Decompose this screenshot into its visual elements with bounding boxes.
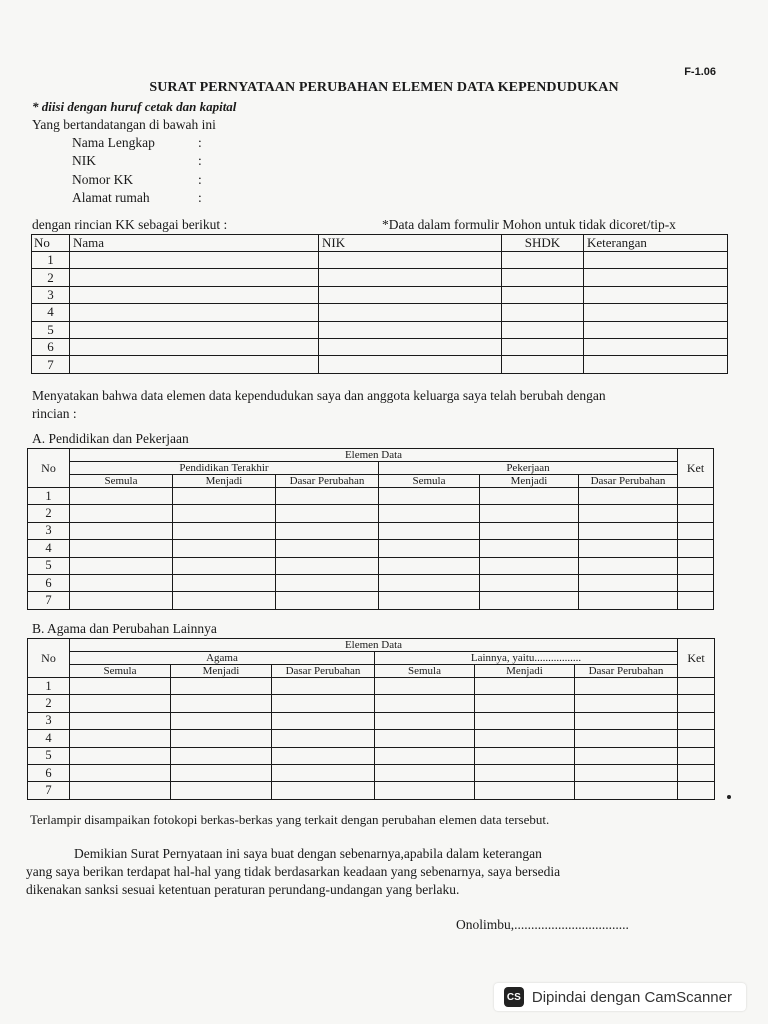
cell[interactable] <box>276 540 379 557</box>
cell-keterangan[interactable] <box>584 356 728 373</box>
cell[interactable] <box>272 747 375 764</box>
cell[interactable] <box>678 747 715 764</box>
cell-keterangan[interactable] <box>584 304 728 321</box>
cell[interactable] <box>475 782 575 799</box>
subheader-semula: Semula <box>70 475 173 488</box>
subheader-dasar-perubahan: Dasar Perubahan <box>272 665 375 678</box>
intro-text: Yang bertandatangan di bawah ini <box>32 117 216 132</box>
row-number: 4 <box>32 304 70 321</box>
row-number: 5 <box>28 747 70 764</box>
cell[interactable] <box>678 782 715 799</box>
cell-keterangan[interactable] <box>584 338 728 355</box>
closing-line-2: yang saya berikan terdapat hal-hal yang tidak berdasarkan keadaan yang sebenarnya, saya bersedia <box>26 864 561 879</box>
field-colon: : <box>198 172 202 187</box>
cell[interactable] <box>678 695 715 712</box>
table-row <box>32 304 728 321</box>
cell[interactable] <box>475 712 575 729</box>
cell-nik[interactable] <box>319 356 502 373</box>
row-number: 1 <box>32 252 70 269</box>
cell[interactable] <box>276 522 379 539</box>
cell[interactable] <box>579 557 678 574</box>
subheader-semula: Semula <box>375 665 475 678</box>
field-label-nik: NIK <box>72 153 96 168</box>
cell-nik[interactable] <box>319 321 502 338</box>
cell[interactable] <box>70 540 173 557</box>
subheader-dasar-perubahan: Dasar Perubahan <box>276 475 379 488</box>
cell[interactable] <box>379 488 480 505</box>
cell[interactable] <box>375 695 475 712</box>
cell[interactable] <box>70 574 173 591</box>
row-number: 2 <box>32 269 70 286</box>
row-number: 5 <box>28 557 70 574</box>
kk-header-nik: NIK <box>319 235 502 252</box>
form-code: F-1.06 <box>684 66 716 78</box>
cell[interactable] <box>579 522 678 539</box>
cell[interactable] <box>480 574 579 591</box>
cell[interactable] <box>276 505 379 522</box>
cell[interactable] <box>173 592 276 609</box>
cell[interactable] <box>379 574 480 591</box>
cell[interactable] <box>379 557 480 574</box>
cell-shdk[interactable] <box>502 252 584 269</box>
cell[interactable] <box>575 782 678 799</box>
cell[interactable] <box>678 712 715 729</box>
subheader-menjadi: Menjadi <box>475 665 575 678</box>
cell[interactable] <box>171 695 272 712</box>
cell[interactable] <box>272 764 375 781</box>
kk-note: *Data dalam formulir Mohon untuk tidak dicoret/tip-x <box>382 217 676 232</box>
cell[interactable] <box>272 782 375 799</box>
subheader-dasar-perubahan: Dasar Perubahan <box>575 665 678 678</box>
cell[interactable] <box>171 730 272 747</box>
table-row <box>32 321 728 338</box>
cell[interactable] <box>480 540 579 557</box>
cell[interactable] <box>70 695 171 712</box>
kk-table-header <box>32 235 728 252</box>
field-label-nomor-kk: Nomor KK <box>72 172 134 187</box>
place-date: Onolimbu,.................................. <box>456 917 629 932</box>
row-number: 7 <box>28 592 70 609</box>
cell[interactable] <box>575 730 678 747</box>
cell-keterangan[interactable] <box>584 269 728 286</box>
cell[interactable] <box>475 747 575 764</box>
cell[interactable] <box>70 505 173 522</box>
row-number: 4 <box>28 730 70 747</box>
kk-header-keterangan: Keterangan <box>584 235 728 252</box>
cell[interactable] <box>173 557 276 574</box>
cell[interactable] <box>678 592 714 609</box>
cell-nik[interactable] <box>319 269 502 286</box>
statement-line-1: Menyatakan bahwa data elemen data kependudukan saya dan anggota keluarga saya telah berubah dengan <box>32 388 606 403</box>
row-number: 2 <box>28 695 70 712</box>
cell[interactable] <box>475 695 575 712</box>
cell-nama[interactable] <box>70 338 319 355</box>
header-elemen-data: Elemen Data <box>70 639 678 652</box>
table-row <box>28 574 714 591</box>
document-title: SURAT PERNYATAAN PERUBAHAN ELEMEN DATA KEPENDUDUKAN <box>149 80 619 95</box>
cell[interactable] <box>171 678 272 695</box>
cell[interactable] <box>70 592 173 609</box>
cell[interactable] <box>70 730 171 747</box>
row-number: 6 <box>28 574 70 591</box>
cell[interactable] <box>678 764 715 781</box>
cell[interactable] <box>678 488 714 505</box>
row-number: 7 <box>28 782 70 799</box>
cell[interactable] <box>272 695 375 712</box>
subheader-menjadi: Menjadi <box>171 665 272 678</box>
kk-header-nama: Nama <box>70 235 319 252</box>
cell[interactable] <box>480 522 579 539</box>
cell[interactable] <box>276 557 379 574</box>
cell[interactable] <box>678 522 714 539</box>
field-colon: : <box>198 153 202 168</box>
table-row <box>28 712 715 729</box>
table-row <box>28 592 714 609</box>
subheader-menjadi: Menjadi <box>173 475 276 488</box>
cell[interactable] <box>276 488 379 505</box>
cell[interactable] <box>678 505 714 522</box>
table-row <box>28 522 714 539</box>
table-row <box>28 730 715 747</box>
section-b-table <box>27 638 715 800</box>
header-no: No <box>28 449 70 488</box>
fill-instruction: * diisi dengan huruf cetak dan kapital <box>32 99 237 114</box>
cell[interactable] <box>579 574 678 591</box>
kk-header-shdk: SHDK <box>502 235 584 252</box>
table-row <box>28 695 715 712</box>
table-row <box>28 747 715 764</box>
cell[interactable] <box>480 592 579 609</box>
cell[interactable] <box>678 678 715 695</box>
cell[interactable] <box>475 730 575 747</box>
cell[interactable] <box>70 557 173 574</box>
cell-nama[interactable] <box>70 321 319 338</box>
cell[interactable] <box>173 574 276 591</box>
table-row <box>32 338 728 355</box>
cell[interactable] <box>375 782 475 799</box>
table-row <box>28 782 715 799</box>
cell[interactable] <box>70 488 173 505</box>
row-number: 6 <box>32 338 70 355</box>
cell-nik[interactable] <box>319 338 502 355</box>
cell[interactable] <box>375 764 475 781</box>
header-ket: Ket <box>678 639 715 678</box>
cell-nama[interactable] <box>70 304 319 321</box>
cell[interactable] <box>375 678 475 695</box>
cell[interactable] <box>379 592 480 609</box>
cell[interactable] <box>276 574 379 591</box>
section-a-table <box>27 448 714 610</box>
row-number: 1 <box>28 678 70 695</box>
cell[interactable] <box>70 712 171 729</box>
row-number: 5 <box>32 321 70 338</box>
cell[interactable] <box>579 540 678 557</box>
closing-line-1: Demikian Surat Pernyataan ini saya buat dengan sebenarnya,apabila dalam keterangan <box>74 846 542 861</box>
cell-keterangan[interactable] <box>584 321 728 338</box>
table-row <box>28 488 714 505</box>
field-label-alamat: Alamat rumah <box>72 190 150 205</box>
cell[interactable] <box>375 730 475 747</box>
cell[interactable] <box>272 712 375 729</box>
row-number: 3 <box>28 522 70 539</box>
header-pekerjaan: Pekerjaan <box>379 462 678 475</box>
header-no: No <box>28 639 70 678</box>
row-number: 7 <box>32 356 70 373</box>
header-pendidikan: Pendidikan Terakhir <box>70 462 379 475</box>
kk-table <box>31 234 728 374</box>
cell-nik[interactable] <box>319 286 502 303</box>
cell[interactable] <box>171 712 272 729</box>
cell-keterangan[interactable] <box>584 252 728 269</box>
cell-shdk[interactable] <box>502 286 584 303</box>
row-number: 3 <box>32 286 70 303</box>
table-row <box>32 356 728 373</box>
field-label-nama: Nama Lengkap <box>72 135 155 150</box>
camscanner-watermark <box>494 983 746 1011</box>
row-number: 1 <box>28 488 70 505</box>
cell[interactable] <box>379 540 480 557</box>
cell-nama[interactable] <box>70 286 319 303</box>
kk-caption: dengan rincian KK sebagai berikut : <box>32 217 228 232</box>
closing-line-3: dikenakan sanksi sesuai ketentuan peraturan perundang-undangan yang berlaku. <box>26 882 460 897</box>
ink-dot <box>727 795 731 799</box>
camscanner-logo-icon: CS <box>504 987 524 1007</box>
cell[interactable] <box>272 730 375 747</box>
cell-nama[interactable] <box>70 356 319 373</box>
table-row <box>32 286 728 303</box>
cell[interactable] <box>579 488 678 505</box>
attachment-note: Terlampir disampaikan fotokopi berkas-berkas yang terkait dengan perubahan elemen data tersebut. <box>30 812 550 827</box>
table-row <box>32 269 728 286</box>
cell[interactable] <box>480 557 579 574</box>
cell-nama[interactable] <box>70 269 319 286</box>
section-b-title: B. Agama dan Perubahan Lainnya <box>32 621 217 636</box>
row-number: 4 <box>28 540 70 557</box>
cell[interactable] <box>173 540 276 557</box>
cell[interactable] <box>70 522 173 539</box>
cell[interactable] <box>375 747 475 764</box>
header-ket: Ket <box>678 449 714 488</box>
header-agama: Agama <box>70 652 375 665</box>
cell[interactable] <box>480 488 579 505</box>
table-row <box>32 252 728 269</box>
row-number: 2 <box>28 505 70 522</box>
cell[interactable] <box>575 678 678 695</box>
row-number: 6 <box>28 764 70 781</box>
cell[interactable] <box>272 678 375 695</box>
header-elemen-data: Elemen Data <box>70 449 678 462</box>
subheader-dasar-perubahan: Dasar Perubahan <box>579 475 678 488</box>
cell-nik[interactable] <box>319 304 502 321</box>
statement-line-2: rincian : <box>32 406 77 421</box>
cell[interactable] <box>678 540 714 557</box>
section-a-title: A. Pendidikan dan Pekerjaan <box>32 431 189 446</box>
cell[interactable] <box>678 730 715 747</box>
cell[interactable] <box>579 592 678 609</box>
table-row <box>28 557 714 574</box>
kk-header-no: No <box>32 235 70 252</box>
table-row <box>28 505 714 522</box>
cell[interactable] <box>173 488 276 505</box>
cell[interactable] <box>70 764 171 781</box>
field-colon: : <box>198 135 202 150</box>
cell[interactable] <box>575 764 678 781</box>
row-number: 3 <box>28 712 70 729</box>
cell[interactable] <box>579 505 678 522</box>
cell[interactable] <box>70 782 171 799</box>
table-row <box>28 678 715 695</box>
cell[interactable] <box>575 747 678 764</box>
watermark-text: Dipindai dengan CamScanner <box>531 988 732 1006</box>
cell-shdk[interactable] <box>502 338 584 355</box>
table-row <box>28 540 714 557</box>
cell[interactable] <box>379 522 480 539</box>
cell[interactable] <box>379 505 480 522</box>
cell-shdk[interactable] <box>502 269 584 286</box>
cell[interactable] <box>480 505 579 522</box>
header-lainnya: Lainnya, yaitu................. <box>375 652 678 665</box>
cell[interactable] <box>70 678 171 695</box>
cell[interactable] <box>70 747 171 764</box>
cell-keterangan[interactable] <box>584 286 728 303</box>
cell[interactable] <box>171 764 272 781</box>
cell[interactable] <box>173 505 276 522</box>
cell[interactable] <box>575 712 678 729</box>
cell[interactable] <box>475 678 575 695</box>
cell[interactable] <box>171 782 272 799</box>
cell[interactable] <box>171 747 272 764</box>
cell-shdk[interactable] <box>502 356 584 373</box>
table-row <box>28 764 715 781</box>
subheader-menjadi: Menjadi <box>480 475 579 488</box>
field-colon: : <box>198 190 202 205</box>
cell[interactable] <box>678 557 714 574</box>
cell[interactable] <box>173 522 276 539</box>
cell-nik[interactable] <box>319 252 502 269</box>
subheader-semula: Semula <box>379 475 480 488</box>
subheader-semula: Semula <box>70 665 171 678</box>
cell[interactable] <box>276 592 379 609</box>
cell-shdk[interactable] <box>502 304 584 321</box>
cell-shdk[interactable] <box>502 321 584 338</box>
cell[interactable] <box>678 574 714 591</box>
cell[interactable] <box>375 712 475 729</box>
cell-nama[interactable] <box>70 252 319 269</box>
cell[interactable] <box>575 695 678 712</box>
cell[interactable] <box>475 764 575 781</box>
